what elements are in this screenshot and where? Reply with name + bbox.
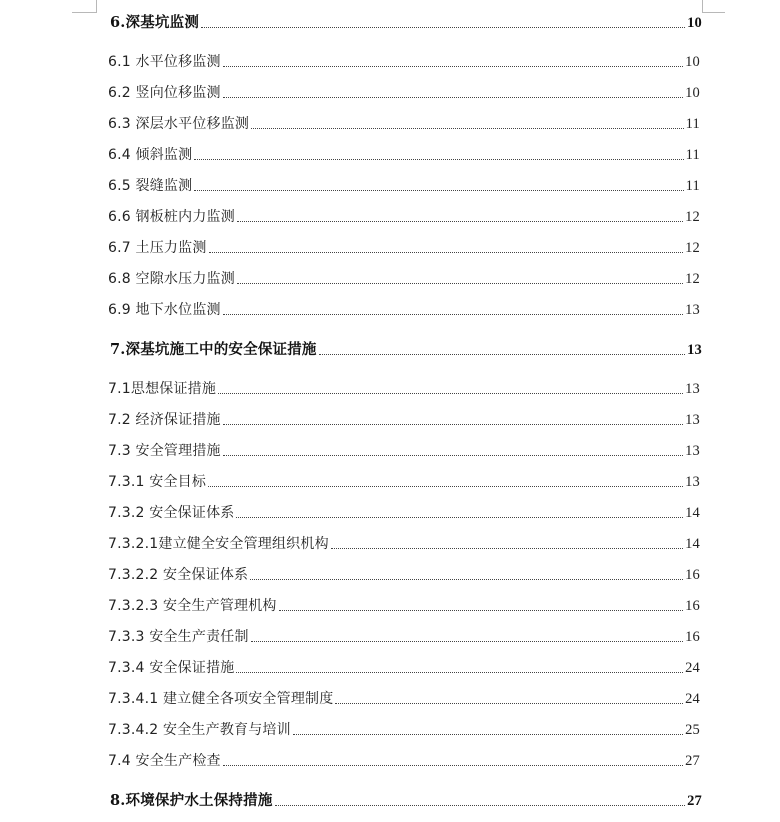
toc-entry-title: 6.8 空隙水压力监测 (108, 271, 235, 287)
toc-leader-dots (319, 354, 685, 355)
toc-leader-dots (218, 393, 683, 394)
toc-entry-title: 7.3.4 安全保证措施 (108, 660, 235, 676)
toc-entry-title: 7.3.2 安全保证体系 (108, 505, 235, 521)
toc-entry-page: 14 (685, 536, 700, 552)
toc-leader-dots (201, 27, 685, 28)
toc-entry-page: 13 (687, 342, 702, 358)
toc-leader-dots (223, 66, 683, 67)
toc-leader-dots (223, 424, 683, 425)
toc-entry-title: 6.9 地下水位监测 (108, 302, 221, 318)
toc-leader-dots (223, 455, 683, 456)
toc-entry[interactable] (108, 622, 700, 646)
toc-entry-title: 6.3 深层水平位移监测 (108, 116, 250, 132)
toc-entry-page: 11 (685, 147, 700, 163)
toc-leader-dots (236, 672, 683, 673)
toc-entry-title: 6.2 竖向位移监测 (108, 85, 221, 101)
toc-leader-dots (194, 190, 683, 191)
toc-entry[interactable] (108, 295, 700, 319)
toc-entry[interactable] (108, 560, 700, 584)
toc-entry-page: 14 (685, 505, 700, 521)
toc-entry-page: 13 (685, 302, 700, 318)
toc-leader-dots (251, 128, 684, 129)
toc-entry[interactable] (108, 467, 700, 491)
toc-entry[interactable] (108, 78, 700, 102)
toc-entry-page: 11 (685, 116, 700, 132)
toc-entry[interactable] (108, 171, 700, 195)
toc-entry[interactable] (108, 109, 700, 133)
toc-entry-page: 16 (685, 567, 700, 583)
toc-entry-title: 6.5 裂缝监测 (108, 178, 193, 194)
toc-entry[interactable] (110, 335, 702, 359)
toc-leader-dots (331, 548, 683, 549)
toc-leader-dots (223, 765, 683, 766)
toc-entry-page: 11 (685, 178, 700, 194)
toc-entry[interactable] (108, 264, 700, 288)
toc-entry-page: 16 (685, 598, 700, 614)
toc-leader-dots (250, 579, 683, 580)
toc-entry-title: 7.3.2.2 安全保证体系 (108, 567, 249, 583)
toc-entry-page: 16 (685, 629, 700, 645)
toc-entry-page: 10 (685, 85, 700, 101)
toc-entry-page: 12 (685, 209, 700, 225)
toc-entry-title: 7.4 安全生产检查 (108, 753, 221, 769)
toc-entry-page: 27 (685, 753, 700, 769)
toc-entry-title: 7.3.2.3 安全生产管理机构 (108, 598, 277, 614)
toc-leader-dots (208, 486, 683, 487)
toc-entry-page: 13 (685, 443, 700, 459)
toc-entry-title: 6.1 水平位移监测 (108, 54, 221, 70)
toc-entry[interactable] (108, 233, 700, 257)
toc-entry[interactable] (108, 715, 700, 739)
toc-entry-title: 7.2 经济保证措施 (108, 412, 221, 428)
toc-entry-title: 6.7 土压力监测 (108, 240, 207, 256)
toc-entry-title: 7.3.4.1 建立健全各项安全管理制度 (108, 691, 334, 707)
toc-entry[interactable] (108, 436, 700, 460)
toc-entry[interactable] (108, 498, 700, 522)
toc-entry-page: 25 (685, 722, 700, 738)
toc-entry-page: 13 (685, 381, 700, 397)
toc-leader-dots (251, 641, 683, 642)
toc-entry-title: 7.1思想保证措施 (108, 381, 217, 397)
toc-entry-page: 12 (685, 240, 700, 256)
toc-entry[interactable] (108, 374, 700, 398)
toc-entry-page: 24 (685, 691, 700, 707)
toc-entry[interactable] (108, 529, 700, 553)
toc-entry-page: 13 (685, 474, 700, 490)
toc-entry-title: 6.深基坑监测 (110, 14, 200, 31)
toc-entry[interactable] (108, 746, 700, 770)
toc-entry-title: 7.深基坑施工中的安全保证措施 (110, 341, 317, 358)
toc-leader-dots (335, 703, 683, 704)
toc-entry[interactable] (108, 47, 700, 71)
toc-leader-dots (209, 252, 684, 253)
toc-entry-page: 24 (685, 660, 700, 676)
toc-leader-dots (293, 734, 683, 735)
toc-entry-title: 7.3.4.2 安全生产教育与培训 (108, 722, 291, 738)
toc-entry[interactable] (108, 653, 700, 677)
toc-entry-page: 12 (685, 271, 700, 287)
toc-entry[interactable] (108, 405, 700, 429)
toc-entry-title: 6.6 钢板桩内力监测 (108, 209, 235, 225)
toc-leader-dots (223, 97, 683, 98)
toc-entry-title: 7.3.3 安全生产责任制 (108, 629, 249, 645)
toc-entry[interactable] (108, 684, 700, 708)
toc-leader-dots (237, 283, 683, 284)
toc-entry-page: 13 (685, 412, 700, 428)
toc-leader-dots (275, 805, 686, 806)
toc-entry-page: 10 (685, 54, 700, 70)
toc-entry[interactable] (108, 140, 700, 164)
toc-leader-dots (279, 610, 683, 611)
toc-leader-dots (223, 314, 683, 315)
toc-entry[interactable] (110, 8, 702, 32)
toc-leader-dots (236, 517, 683, 518)
toc-leader-dots (194, 159, 683, 160)
toc-entry[interactable] (108, 202, 700, 226)
toc-entry-title: 7.3.2.1建立健全安全管理组织机构 (108, 536, 329, 552)
toc-entry-title: 6.4 倾斜监测 (108, 147, 193, 163)
toc-entry-page: 27 (687, 793, 702, 809)
toc-entry-title: 7.3.1 安全目标 (108, 474, 207, 490)
toc-leader-dots (237, 221, 683, 222)
toc-entry-page: 10 (687, 15, 702, 31)
toc-entry-title: 7.3 安全管理措施 (108, 443, 221, 459)
toc-entry[interactable] (110, 786, 702, 810)
toc-entry-title: 8.环境保护水土保持措施 (110, 792, 273, 809)
toc-entry[interactable] (108, 591, 700, 615)
